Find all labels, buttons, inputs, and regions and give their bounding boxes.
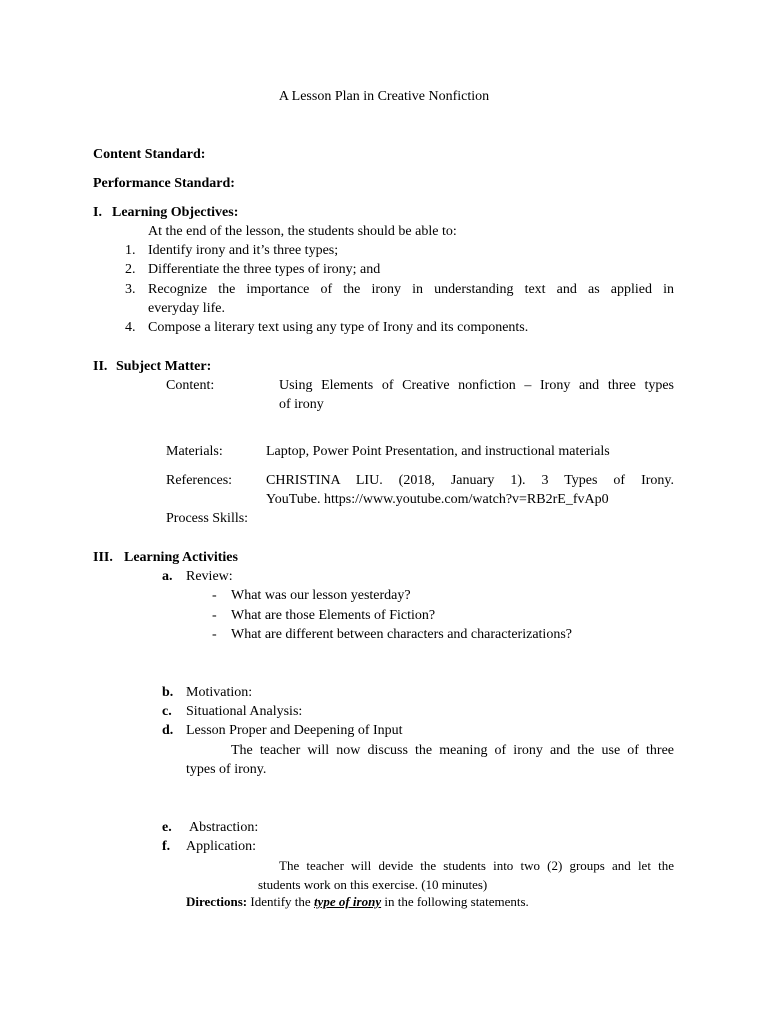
directions-text-end: in the following statements. bbox=[384, 894, 529, 909]
activity-letter: b. bbox=[162, 685, 174, 700]
objective-number: 3. bbox=[125, 282, 136, 297]
review-item: What was our lesson yesterday? bbox=[231, 588, 411, 603]
bullet-dash: - bbox=[212, 627, 217, 642]
directions-text: Identify the bbox=[250, 894, 311, 909]
section-1-number: I. bbox=[93, 205, 102, 220]
abstraction-label: Abstraction: bbox=[189, 820, 259, 835]
lesson-proper-text: The teacher will now discuss the meaning of irony and the use of three bbox=[231, 743, 674, 758]
objective-text-continued: everyday life. bbox=[148, 301, 225, 316]
bullet-dash: - bbox=[212, 588, 217, 603]
section-2-heading: Subject Matter: bbox=[116, 359, 212, 374]
application-text-continued: students work on this exercise. (10 minutes) bbox=[258, 877, 488, 892]
directions-label: Directions: bbox=[186, 894, 248, 909]
activity-letter: d. bbox=[162, 723, 174, 738]
bullet-dash: - bbox=[212, 608, 217, 623]
section-1-heading: Learning Objectives: bbox=[112, 205, 239, 220]
references-value-continued: YouTube. https://www.youtube.com/watch?v=RB2rE_fvAp0 bbox=[266, 492, 609, 507]
situational-analysis-label: Situational Analysis: bbox=[186, 704, 303, 719]
references-label: References: bbox=[166, 473, 233, 488]
section-3-heading: Learning Activities bbox=[124, 550, 238, 565]
motivation-label: Motivation: bbox=[186, 685, 253, 700]
objective-number: 4. bbox=[125, 320, 136, 335]
objective-text: Differentiate the three types of irony; and bbox=[148, 262, 381, 277]
objective-text: Identify irony and it’s three types; bbox=[148, 243, 339, 258]
section-3-number: III. bbox=[93, 550, 113, 565]
activity-letter: a. bbox=[162, 569, 173, 584]
lesson-proper-text-continued: types of irony. bbox=[186, 762, 267, 777]
activity-letter: c. bbox=[162, 704, 172, 719]
content-value-continued: of irony bbox=[279, 397, 324, 412]
review-item: What are those Elements of Fiction? bbox=[231, 608, 436, 623]
materials-label: Materials: bbox=[166, 444, 223, 459]
objectives-intro: At the end of the lesson, the students should be able to: bbox=[148, 224, 457, 239]
document-title: A Lesson Plan in Creative Nonfiction bbox=[278, 89, 490, 104]
objective-number: 2. bbox=[125, 262, 136, 277]
activity-letter: f. bbox=[162, 839, 171, 854]
lesson-proper-label: Lesson Proper and Deepening of Input bbox=[186, 723, 403, 738]
review-item: What are different between characters and characterizations? bbox=[231, 627, 572, 642]
directions-emphasis: type of irony bbox=[313, 894, 382, 909]
objective-text: Recognize the importance of the irony in understanding text and as applied in bbox=[148, 282, 674, 297]
references-value: CHRISTINA LIU. (2018, January 1). 3 Types of Irony. bbox=[266, 473, 674, 488]
materials-value: Laptop, Power Point Presentation, and instructional materials bbox=[266, 444, 610, 459]
directions-line bbox=[186, 892, 529, 911]
review-label: Review: bbox=[186, 569, 233, 584]
section-2-number: II. bbox=[93, 359, 108, 374]
process-skills-label: Process Skills: bbox=[166, 511, 249, 526]
activity-letter: e. bbox=[162, 820, 172, 835]
content-value: Using Elements of Creative nonfiction – Irony and three types bbox=[279, 378, 674, 393]
performance-standard-label: Performance Standard: bbox=[93, 176, 235, 191]
objective-number: 1. bbox=[125, 243, 136, 258]
application-text: The teacher will devide the students into two (2) groups and let the bbox=[279, 858, 674, 873]
content-standard-label: Content Standard: bbox=[93, 147, 206, 162]
content-label: Content: bbox=[166, 378, 215, 393]
objective-text: Compose a literary text using any type of Irony and its components. bbox=[148, 320, 529, 335]
application-label: Application: bbox=[186, 839, 256, 854]
